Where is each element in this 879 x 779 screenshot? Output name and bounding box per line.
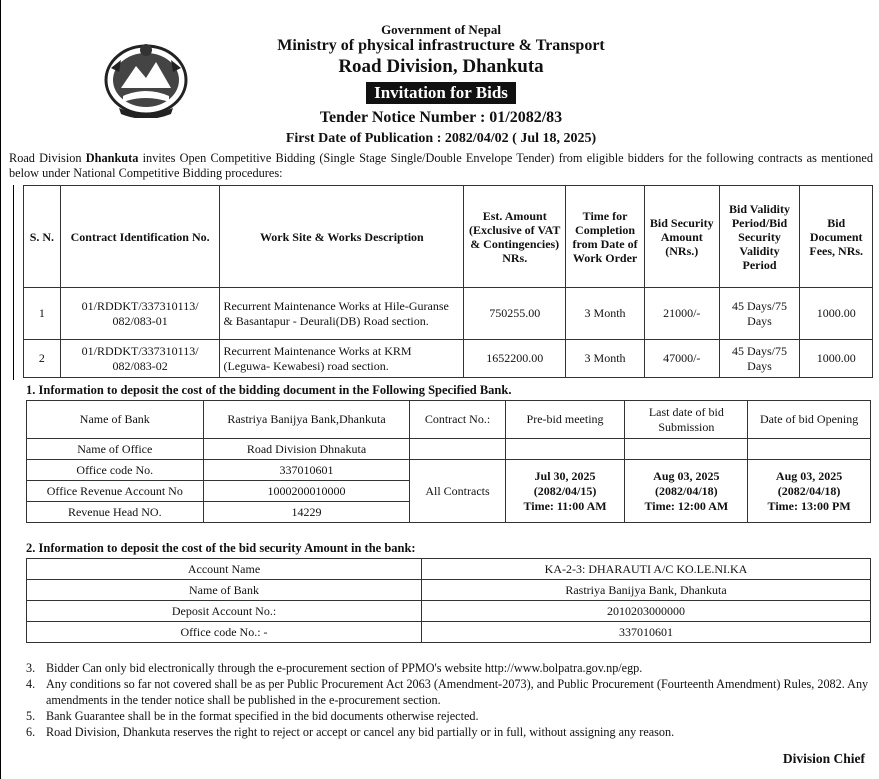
row-value: KA-2-3: DHARAUTI A/C KO.LE.NI.KA xyxy=(422,559,871,580)
intro-paragraph xyxy=(9,151,873,181)
note-item xyxy=(26,708,871,724)
note-text: Any conditions so far not covered shall be as per Public Procurement Act 2063 (Amendment-2073), and Public Procurement (Fourteenth Amendment) Rules, 2082. Any amendments in the tender notice shall be published in the e-procurement section. xyxy=(46,677,869,707)
row-label: Name of Bank xyxy=(27,580,422,601)
office-name-label: Name of Office xyxy=(27,439,204,460)
bank-info-table xyxy=(26,400,871,523)
col-time: Time for Completion from Date of Work Order xyxy=(566,186,645,288)
table-row xyxy=(24,288,873,340)
notes-list xyxy=(26,660,871,740)
intro-before: Road Division xyxy=(9,151,86,165)
section-2-title: 2. Information to deposit the cost of the bid security Amount in the bank: xyxy=(26,541,416,555)
intro-after: invites Open Competitive Bidding (Single Stage Single/Double Envelope Tender) from eligible bidders for the following contracts as mentioned below under National Competitive Bidding procedures: xyxy=(9,151,874,180)
empty-cell xyxy=(505,439,625,460)
office-name-value: Road Division Dhnakuta xyxy=(203,439,410,460)
bid-security-table xyxy=(26,558,871,643)
col-id: Contract Identification No. xyxy=(60,186,220,288)
cell-time: 3 Month xyxy=(566,340,645,378)
col-desc: Work Site & Works Description xyxy=(220,186,464,288)
cell-sn: 2 xyxy=(24,340,61,378)
cell-id: 01/RDDKT/337310113/ 082/083-01 xyxy=(60,288,220,340)
ministry-line: Ministry of physical infrastructure & Transport xyxy=(277,37,605,54)
cell-amount: 1652200.00 xyxy=(464,340,566,378)
prebid-schedule xyxy=(505,460,625,523)
opening-time: Time: 13:00 PM xyxy=(767,498,851,513)
division-title: Road Division, Dhankuta xyxy=(338,56,544,77)
table-row xyxy=(27,601,871,622)
bank-value: Rastriya Banijya Bank,Dhankuta xyxy=(203,401,410,439)
bank-label: Name of Bank xyxy=(27,401,204,439)
table-row xyxy=(27,622,871,643)
col-sn: S. N. xyxy=(24,186,61,288)
cell-time: 3 Month xyxy=(566,288,645,340)
submission-date: Aug 03, 2025 xyxy=(653,468,720,483)
publication-date: First Date of Publication : 2082/04/02 ( Jul 18, 2025) xyxy=(285,131,597,146)
cell-validity: 45 Days/75 Days xyxy=(719,340,800,378)
tender-notice-number: Tender Notice Number : 01/2082/83 xyxy=(319,109,563,126)
empty-cell xyxy=(625,439,748,460)
note-number: 4. xyxy=(26,677,36,691)
cell-desc: Recurrent Maintenance Works at Hile-Guranse & Basantapur - Deurali(DB) Road section. xyxy=(220,288,464,340)
opening-bs: (2082/04/18) xyxy=(777,483,841,498)
note-item xyxy=(26,724,871,740)
contracts-table xyxy=(23,185,873,378)
opening-schedule xyxy=(748,460,871,523)
section-1-title: 1. Information to deposit the cost of the bidding document in the Following Specified Bank. xyxy=(26,383,512,397)
banner-text: Invitation for Bids xyxy=(366,82,516,104)
note-number: 5. xyxy=(26,709,36,723)
office-code-value: 337010601 xyxy=(203,460,410,481)
opening-date: Aug 03, 2025 xyxy=(775,468,843,483)
col-validity: Bid Validity Period/Bid Security Validity Period xyxy=(719,186,800,288)
note-text: Road Division, Dhankuta reserves the right to reject or accept or cancel any bid partially or in full, without assigning any reason. xyxy=(46,725,675,739)
submission-bs: (2082/04/18) xyxy=(655,483,718,498)
empty-cell xyxy=(748,439,871,460)
contract-no-label: Contract No.: xyxy=(410,401,505,439)
row-value: 2010203000000 xyxy=(422,601,871,622)
table-row xyxy=(27,559,871,580)
revenue-head-value: 14229 xyxy=(203,502,410,523)
revenue-head-label: Revenue Head NO. xyxy=(27,502,204,523)
col-security: Bid Security Amount (NRs.) xyxy=(644,186,719,288)
signature: Division Chief xyxy=(782,751,865,766)
last-date-label: Last date of bid Submission xyxy=(625,401,748,439)
note-number: 3. xyxy=(26,661,36,675)
nepal-emblem-icon xyxy=(101,38,191,118)
banner xyxy=(181,82,701,104)
prebid-date: Jul 30, 2025 xyxy=(534,468,596,483)
row-value: 337010601 xyxy=(422,622,871,643)
submission-schedule xyxy=(625,460,748,523)
row-label: Office code No.: - xyxy=(27,622,422,643)
note-text: Bidder Can only bid electronically through the e-procurement section of PPMO's website http://www.bolpatra.gov.np/egp. xyxy=(46,661,643,675)
cell-fee: 1000.00 xyxy=(800,340,873,378)
note-item xyxy=(26,676,871,708)
row-label: Deposit Account No.: xyxy=(27,601,422,622)
revenue-acc-label: Office Revenue Account No xyxy=(27,481,204,502)
government-line: Government of Nepal xyxy=(381,22,501,37)
row-value: Rastriya Banijya Bank, Dhankuta xyxy=(422,580,871,601)
revenue-acc-value: 1000200010000 xyxy=(203,481,410,502)
submission-time: Time: 12:00 AM xyxy=(644,498,729,513)
table-row xyxy=(24,340,873,378)
note-text: Bank Guarantee shall be in the format specified in the bid documents otherwise rejected. xyxy=(46,709,479,723)
row-label: Account Name xyxy=(27,559,422,580)
cell-amount: 750255.00 xyxy=(464,288,566,340)
cell-security: 47000/- xyxy=(644,340,719,378)
cell-fee: 1000.00 xyxy=(800,288,873,340)
cell-validity: 45 Days/75 Days xyxy=(719,288,800,340)
cell-sn: 1 xyxy=(24,288,61,340)
opening-label: Date of bid Opening xyxy=(748,401,871,439)
prebid-label: Pre-bid meeting xyxy=(505,401,625,439)
col-fee: Bid Document Fees, NRs. xyxy=(800,186,873,288)
office-code-label: Office code No. xyxy=(27,460,204,481)
all-contracts: All Contracts xyxy=(410,460,505,523)
prebid-bs: (2082/04/15) xyxy=(533,483,597,498)
col-amount: Est. Amount (Exclusive of VAT & Contingencies) NRs. xyxy=(464,186,566,288)
empty-cell xyxy=(410,439,505,460)
intro-bold: Dhankuta xyxy=(85,151,139,165)
note-item xyxy=(26,660,871,676)
note-number: 6. xyxy=(26,725,36,739)
table-row xyxy=(27,580,871,601)
cell-id: 01/RDDKT/337310113/ 082/083-02 xyxy=(60,340,220,378)
cell-security: 21000/- xyxy=(644,288,719,340)
prebid-time: Time: 11:00 AM xyxy=(523,498,607,513)
margin-line xyxy=(13,185,14,380)
cell-desc: Recurrent Maintenance Works at KRM (Leguwa- Kewabesi) road section. xyxy=(220,340,464,378)
